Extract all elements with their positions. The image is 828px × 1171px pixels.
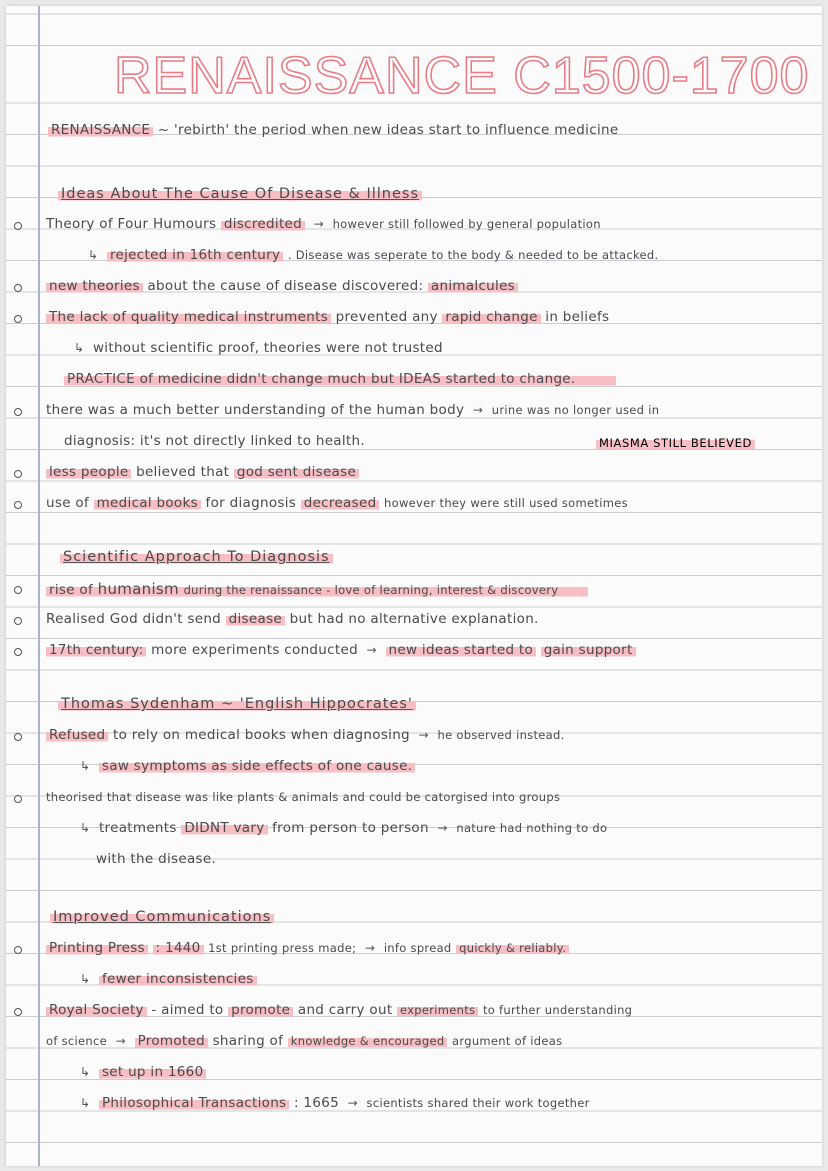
list-item: ↳ set up in 1660	[76, 1064, 206, 1080]
bullet-icon	[14, 470, 22, 478]
bullet-icon	[14, 315, 22, 323]
page-title: RENAISSANCE C1500-1700	[114, 47, 810, 105]
list-item: Refused to rely on medical books when diagnosing → he observed instead.	[46, 727, 565, 743]
bullet-icon	[14, 222, 22, 230]
list-item: ↳ saw symptoms as side effects of one cause.	[76, 758, 415, 774]
arrow-icon: →	[472, 403, 484, 417]
margin-line	[38, 6, 40, 1166]
bullet-icon	[14, 284, 22, 292]
sub-arrow-icon: ↳	[80, 972, 91, 986]
arrow-icon: →	[437, 821, 448, 835]
bullet-icon	[14, 795, 22, 803]
list-item: with the disease.	[96, 851, 217, 867]
arrow-icon: →	[364, 941, 376, 955]
intro-line	[48, 122, 618, 138]
section-heading-scientific: Scientific Approach To Diagnosis	[60, 549, 333, 565]
notebook-page	[6, 6, 822, 1166]
sub-arrow-icon: ↳	[80, 821, 91, 835]
list-item: ↳ rejected in 16th century . Disease was seperate to the body & needed to be attacked.	[84, 247, 658, 263]
list-item: new theories about the cause of disease discovered: animalcules	[46, 278, 518, 294]
list-item: diagnosis: it's not directly linked to health.	[64, 433, 365, 449]
list-item: use of medical books for diagnosis decreased however they were still used sometimes	[46, 495, 628, 511]
sub-arrow-icon: ↳	[88, 248, 99, 262]
bullet-icon	[14, 648, 22, 656]
bullet-icon	[14, 733, 22, 741]
sub-arrow-icon: ↳	[80, 759, 91, 773]
section-heading-ideas: Ideas About The Cause Of Disease & Illness	[58, 186, 422, 202]
list-item: ↳ Philosophical Transactions : 1665 → scientists shared their work together	[76, 1095, 590, 1111]
list-item: theorised that disease was like plants & animals and could be catorgised into groups	[46, 789, 560, 805]
intro-text: ~ 'rebirth' the period when new ideas start to influence medicine	[157, 122, 619, 138]
sub-arrow-icon: ↳	[80, 1096, 91, 1110]
list-item: of science → Promoted sharing of knowledge & encouraged argument of ideas	[46, 1033, 563, 1049]
bullet-icon	[14, 617, 22, 625]
list-item: Printing Press : 1440 1st printing press made; → info spread quickly & reliably.	[46, 940, 569, 956]
list-item: 17th century: more experiments conducted → new ideas started to gain support	[46, 642, 636, 658]
list-item: Theory of Four Humours discredited → however still followed by general population	[46, 216, 601, 232]
miasma-note: MIASMA STILL BELIEVED	[596, 436, 755, 450]
arrow-icon: →	[313, 217, 324, 231]
section-heading-sydenham: Thomas Sydenham ~ 'English Hippocrates'	[58, 696, 416, 712]
arrow-icon: →	[347, 1096, 358, 1110]
list-item: rise of humanism during the renaissance - love of learning, interest & discovery	[46, 580, 588, 598]
list-item: Realised God didn't send disease but had no alternative explanation.	[46, 611, 539, 627]
arrow-icon: →	[115, 1034, 126, 1048]
list-item: less people believed that god sent disease	[46, 464, 359, 480]
intro-term: RENAISSANCE	[48, 122, 153, 138]
bullet-icon	[14, 586, 22, 594]
bullet-icon	[14, 1008, 22, 1016]
list-item: Royal Society - aimed to promote and carry out experiments to further understanding	[46, 1002, 632, 1018]
sub-arrow-icon: ↳	[80, 1065, 91, 1079]
list-item: ↳ fewer inconsistencies	[76, 971, 257, 987]
list-item: ↳ treatments DIDNT vary from person to person → nature had nothing to do	[76, 820, 607, 836]
section-heading-communications: Improved Communications	[50, 909, 274, 925]
bullet-icon	[14, 501, 22, 509]
arrow-icon: →	[418, 728, 429, 742]
bullet-icon	[14, 408, 22, 416]
arrow-icon: →	[366, 643, 377, 657]
bullet-icon	[14, 946, 22, 954]
list-item: PRACTICE of medicine didn't change much but IDEAS started to change.	[64, 371, 616, 387]
list-item: ↳ without scientific proof, theories were not trusted	[70, 340, 443, 356]
sub-arrow-icon: ↳	[74, 341, 85, 355]
list-item: there was a much better understanding of the human body → urine was no longer used in	[46, 402, 659, 418]
list-item: The lack of quality medical instruments prevented any rapid change in beliefs	[46, 309, 609, 325]
